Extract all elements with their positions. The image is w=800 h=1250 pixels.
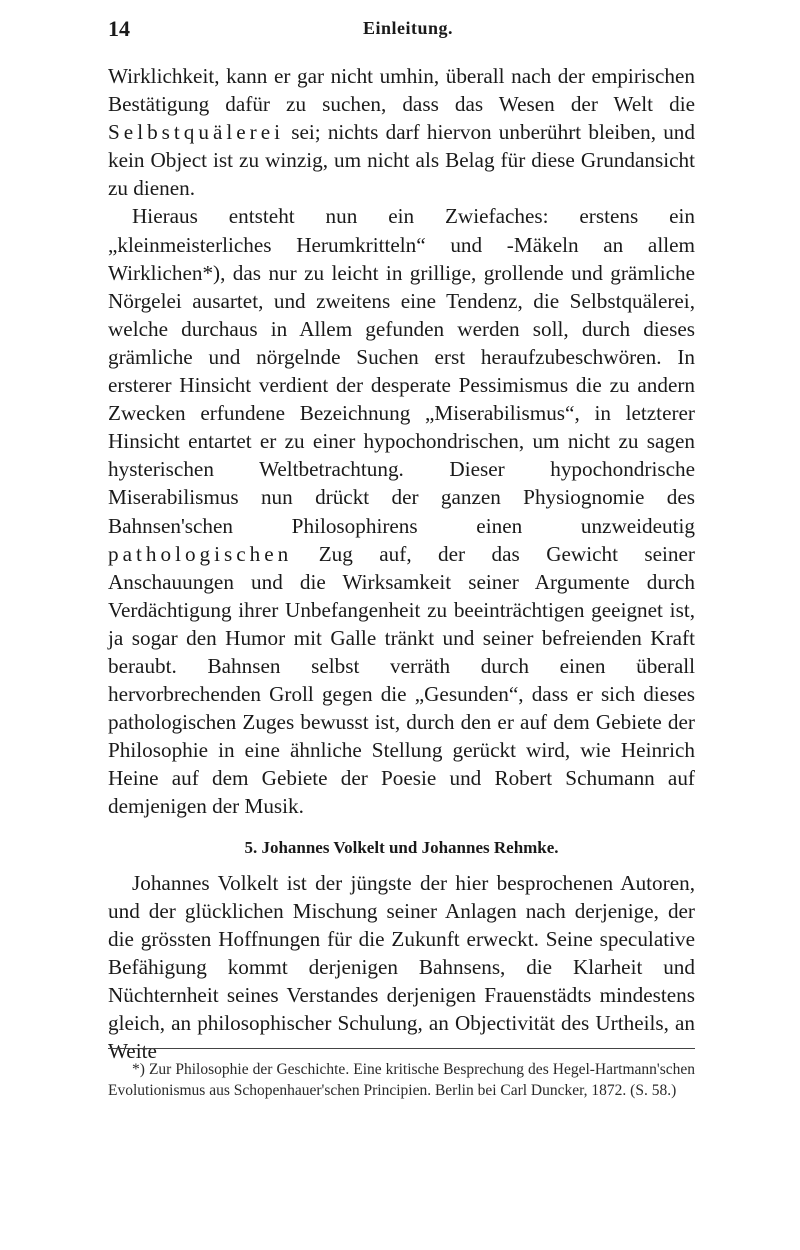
paragraph-2	[108, 202, 695, 820]
section-heading: 5. Johannes Volkelt und Johannes Rehmke.	[244, 837, 559, 857]
paragraph-2-part-a: Hieraus entsteht nun ein Zwiefaches: erstens ein „kleinmeisterliches Herumkritteln“ und -Mäkeln an allem Wirklichen*), das nur zu leicht in grillige, grollende und grämliche Nörgelei ausartet, und zweitens eine Tendenz, die Selbstquälerei, welche durchaus in Allem gefunden werden soll, durch dieses grämliche und nörgelnde Suchen erst heraufzubeschwören. In ersterer Hinsicht verdient der desperate Pessimismus die zu andern Zwecken erfundene Bezeichnung „Miserabilismus“, in letzterer Hinsicht entartet er zu einer hypochondrischen, um nicht zu sagen hysterischen Weltbetrachtung. Dieser hypochondrische Miserabilismus nun drückt der ganzen Physiognomie des Bahnsen'schen Philosophirens einen unzweideutig	[108, 204, 695, 538]
emphasis-pathologischen: pathologischen	[108, 541, 293, 566]
paragraph-2-part-b: Zug auf, der das Gewicht seiner Anschauungen und die Wirksamkeit seiner Argumente durch Verdächtigung ihrer Unbefangenheit zu beeinträchtigen geeignet ist, ja sogar den Humor mit Galle tränkt und seiner befreienden Kraft beraubt. Bahnsen selbst verräth durch einen überall hervorbrechenden Groll gegen die „Gesunden“, dass er sich dieses pathologischen Zuges bewusst ist, durch den er auf dem Gebiete der Philosophie in eine ähnliche Stellung gerückt wird, wie Heinrich Heine auf dem Gebiete der Poesie und Robert Schumann auf demjenigen der Musik.	[108, 541, 695, 819]
footnote-text: *) Zur Philosophie der Geschichte. Eine kritische Besprechung des Hegel-Hartmann'schen Evolutionismus aus Schopenhauer'schen Principien. Berlin bei Carl Duncker, 1872. (S. 58.)	[108, 1061, 695, 1099]
footnote	[108, 1060, 695, 1101]
page-header	[108, 16, 708, 40]
paragraph-3: Johannes Volkelt ist der jüngste der hier besprochenen Autoren, und der glücklichen Mischung seiner Anlagen nach derjenige, der die grössten Hoffnungen für die Zukunft erweckt. Seine speculative Befähigung kommt derjenigen Bahnsens, die Klarheit und Nüchternheit seines Verstandes derjenigen Frauenstädts mindestens gleich, an philosophischer Schulung, an Objectivität des Urtheils, an Weite	[108, 870, 695, 1064]
paragraph-1-part-a: Wirklichkeit, kann er gar nicht umhin, überall nach der empirischen Bestätigung dafür zu suchen, dass das Wesen der Welt die	[108, 64, 695, 117]
paragraph-1	[108, 62, 695, 202]
running-head: Einleitung.	[362, 18, 454, 38]
page-number: 14	[108, 16, 130, 41]
emphasis-selbstqualerei: Selbstquälerei	[108, 120, 285, 145]
body-text	[108, 62, 695, 1065]
paragraph-1-part-b: sei; nichts darf hiervon unberührt bleiben, und kein Object ist zu winzig, um nicht als Belag für diese Grundansicht zu dienen.	[108, 120, 695, 201]
footnote-divider	[108, 1048, 695, 1049]
